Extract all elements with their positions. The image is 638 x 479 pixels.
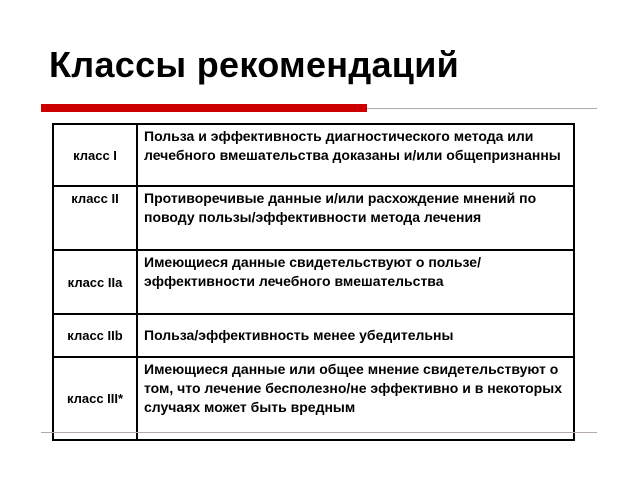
class-label-cell: класс IIb [53, 314, 137, 357]
table-row-class-iib [53, 314, 574, 357]
title-accent-bar [41, 104, 367, 112]
description-cell: Имеющиеся данные или общее мнение свидетельствуют о том, что лечение бесполезно/не эффективно и в некоторых случаях может быть вредным [137, 357, 574, 440]
table-row-class-i [53, 124, 574, 186]
class-label-cell: класс IIa [53, 250, 137, 314]
class-label-cell: класс III* [53, 357, 137, 440]
bottom-divider-line [41, 432, 597, 433]
class-label-cell: класс II [53, 186, 137, 250]
description-cell: Имеющиеся данные свидетельствуют о пользе/эффективности лечебного вмешательства [137, 250, 574, 314]
description-cell: Польза/эффективность менее убедительны [137, 314, 574, 357]
description-cell: Противоречивые данные и/или расхождение мнений по поводу пользы/эффективности метода лечения [137, 186, 574, 250]
description-cell: Польза и эффективность диагностического метода или лечебного вмешательства доказаны и/или общепризнанны [137, 124, 574, 186]
slide-title: Классы рекомендаций [49, 44, 460, 85]
table-row-class-ii [53, 186, 574, 250]
table-row-class-iii [53, 357, 574, 440]
class-label-cell: класс I [53, 124, 137, 186]
recommendation-classes-table [52, 123, 575, 441]
table-row-class-iia [53, 250, 574, 314]
